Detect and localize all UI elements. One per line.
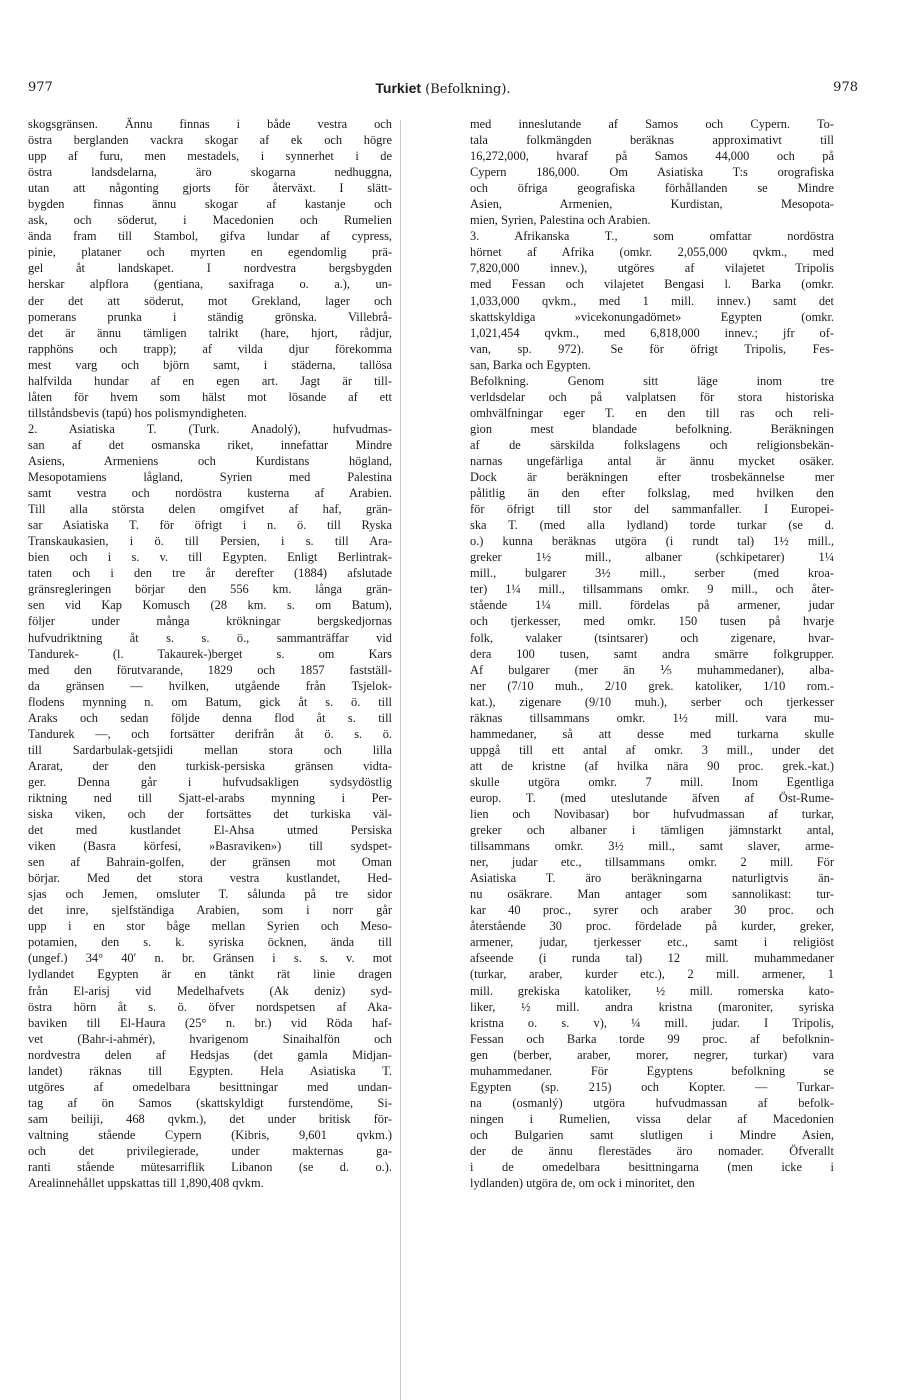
text-line: Mesopotamiens lågland, Syrien med Palestina xyxy=(28,470,392,485)
text-line: san, Barka och Egypten. xyxy=(470,357,591,372)
text-line: med inneslutande af Samos och Cypern. To- xyxy=(470,117,834,131)
text-line: ner, judar etc., tillsammans omkr. 2 mill. För xyxy=(470,855,834,870)
text-line: lydlanden) utgöra de, om ock i minoritet, den xyxy=(470,1176,695,1191)
text-line: afseende (i runda tal) 12 mill. muhammedaner xyxy=(470,951,834,966)
text-line: potamien, den s. k. syriska öcknen, ända till xyxy=(28,935,392,950)
text-line: Af bulgarer (mer än ⅕ muhammedaner), alba- xyxy=(470,662,834,677)
text-line: lien och Novibasar) bor hufvudmassan af turkar, xyxy=(470,807,834,822)
text-line: tag af ön Samos (skattskyldigt furstendöme, Si- xyxy=(28,1095,392,1110)
text-line: kat.), zigenare (9/10 muh.), serber och tjerkesser xyxy=(470,694,834,709)
text-line: der det att söderut, mot Grekland, lager och xyxy=(28,293,392,308)
text-line: (ungef.) 34° 40′ n. br. Gränsen i s. s. v. mot xyxy=(28,951,392,966)
text-line: europ. T. (med uteslutande äfven af Öst-Rume- xyxy=(470,790,834,805)
text-line: baviken till El-Haura (25° n. br.) vid Röda haf- xyxy=(28,1015,392,1030)
text-line: utgöres af omedelbara besittningar med undan- xyxy=(28,1079,392,1094)
text-line: 16,272,000, hvaraf på Samos 44,000 och på xyxy=(470,149,834,164)
text-line: hammedaner, så att desse med turkarna skulle xyxy=(470,726,834,741)
text-line: folk, valaker (tsintsarer) och zigenare, hvar- xyxy=(470,630,834,645)
text-line: taten och i den tre år derefter (1884) afslutade xyxy=(28,566,392,581)
text-line: Dock är beräkningen efter trosbekännelse mer xyxy=(470,470,834,485)
text-line: hörnet af Afrika (omkr. 2,055,000 qvkm., med xyxy=(470,245,834,260)
text-line: pomerans prunka i ständig grönska. Villebrå- xyxy=(28,309,392,324)
text-line: vet (Bahr-i-ahmér), hvarigenom Sinaihalfön och xyxy=(28,1031,392,1046)
text-line: tillståndsbevis (tapú) hos polismyndigheten. xyxy=(28,405,247,420)
text-line: östra landsdelarna, äro skogarna nedhuggna, xyxy=(28,165,392,180)
text-line: Asiens, Armeniens och Kurdistans högland, xyxy=(28,453,392,468)
text-line: mill. grekiska katoliker, ½ mill. romerska kato- xyxy=(470,983,834,998)
text-line: ger. Denna går i hufvudsakligen sydsydöstlig xyxy=(28,774,392,789)
text-line: Tandurek- (l. Takaurek-)berget s. om Kars xyxy=(28,646,392,661)
text-line: med Fessan och vilajetet Bengasi l. Barka (omkr. xyxy=(470,277,834,292)
text-line: hufvudriktning åt s. s. ö., sammanträffar vid xyxy=(28,630,392,645)
text-line: kar 40 proc., syrer och araber 30 proc. och xyxy=(470,903,834,918)
text-line: stående 1¼ mill. fördelas på armener, judar xyxy=(470,598,834,613)
text-line: 7,820,000 innev.), utgöres af vilajetet Tripolis xyxy=(470,261,834,276)
text-line: mien, Syrien, Palestina och Arabien. xyxy=(470,213,651,228)
text-line: och Bulgarien samt slutligen i Mindre Asien, xyxy=(470,1127,834,1142)
text-line: ter) 1¼ mill., tillsammans omkr. 9 mill., och åter- xyxy=(470,582,834,597)
text-line: gränsregleringen börjar den 556 km. långa grän- xyxy=(28,582,392,597)
text-line: bygden finnas ännu skogar af kastanje och xyxy=(28,197,392,212)
text-line: Cypern 186,000. Om Asiatiska T:s orografiska xyxy=(470,165,834,180)
column-divider xyxy=(400,120,401,1400)
text-line: pålitlig än den efter folkslag, med hvilken den xyxy=(470,486,834,501)
text-line: för öfrigt till stor del sammanfaller. I Europei- xyxy=(470,502,834,517)
text-line: skattskyldiga »vicekonungadömet» Egypten (omkr. xyxy=(470,309,834,324)
text-line: 2. Asiatiska T. (Turk. Anadolý), hufvudmas- xyxy=(28,421,392,436)
text-line: upp af furu, men mestadels, i synnerhet i de xyxy=(28,149,392,164)
text-line: ranti stående mütesarriflik Libanon (se d. o.). xyxy=(28,1160,392,1175)
text-line: 1,033,000 qvkm., med 1 mill. innev.) samt det xyxy=(470,293,834,308)
text-line: och det privilegierade, under makternas ga- xyxy=(28,1144,392,1158)
text-line: tala folkmängden beräknas approximativt till xyxy=(470,133,834,148)
text-line: ner (7/10 muh., 2/10 grek. katoliker, 1/10 rom.- xyxy=(470,678,834,693)
text-line: muhammedaner. För Egyptens befolkning se xyxy=(470,1063,834,1078)
text-line: Egypten (sp. 215) och Kopter. — Turkar- xyxy=(470,1079,834,1094)
text-line: da gränsen — hvilken, utgående från Tsjelok- xyxy=(28,678,392,693)
text-line: sjas och Jemen, omsluter T. sålunda på tre sidor xyxy=(28,887,392,902)
text-line: det är ännu tämligen talrikt (hare, hjort, rådjur, xyxy=(28,325,392,340)
text-line: herskar alpflora (gentiana, saxifraga o. a.), un- xyxy=(28,277,392,292)
text-line: kristna o. s. v), ¼ mill. judar. I Tripolis, xyxy=(470,1015,834,1030)
text-line: mill., bulgarer 3½ mill., serber (med kroa- xyxy=(470,566,834,581)
text-line: östra berglanden vackra skogar af ek och högre xyxy=(28,133,392,148)
text-line: upp i en stor båge mellan Syrien och Meso- xyxy=(28,919,392,934)
text-line: na (osmanlý) utgöra hufvudmassan af befolk- xyxy=(470,1095,834,1110)
text-line: ningen i Rumelien, vissa delar af Macedonien xyxy=(470,1111,834,1126)
text-line: sen af Bahrain-golfen, der gränsen mot Oman xyxy=(28,855,392,870)
running-title xyxy=(28,80,858,97)
text-line: Befolkning. Genom sitt läge inom tre xyxy=(470,373,834,388)
text-line: o.) kunna beräknas utgöra (i rundt tal) 1½ mill., xyxy=(470,534,834,549)
text-line: lydlandet Egypten är en tänkt rät linie dragen xyxy=(28,967,392,982)
text-line: skulle utgöra omkr. 7 mill. Inom Egentliga xyxy=(470,774,834,789)
page-header xyxy=(28,80,858,102)
text-line: följer under många krökningar bergskedjornas xyxy=(28,614,392,629)
text-line: sam beiliji, 468 qvkm.), det under britisk för- xyxy=(28,1111,392,1126)
text-line: utan att någonting gjorts för återväxt. I slätt- xyxy=(28,181,392,196)
text-line: börjar. Med det stora vestra kustlandet, Hed- xyxy=(28,871,392,886)
text-line: van, sp. 972). Se för öfrigt Tripolis, Fes- xyxy=(470,341,834,356)
right-page-number: 978 xyxy=(833,80,858,95)
text-line: greker och albaner i tämligen jämnstarkt antal, xyxy=(470,823,834,838)
text-line: och tjerkesser, med omkr. 150 tusen på hvarje xyxy=(470,614,834,629)
text-line: 1,021,454 qvkm., med 6,818,000 innev.; jfr of- xyxy=(470,325,834,340)
text-line: 3. Afrikanska T., som omfattar nordöstra xyxy=(470,229,834,244)
left-text-column xyxy=(28,116,392,1191)
text-line: omhvälfningar eger T. en den till ras och reli- xyxy=(470,405,834,420)
text-line: verldsdelar och på valplatsen för stora historiska xyxy=(470,389,834,404)
text-line: skogsgränsen. Ännu finnas i både vestra och xyxy=(28,117,392,131)
text-line: tillsammans omkr. 3½ mill., samt slaver, arme- xyxy=(470,839,834,854)
text-line: riktning ned till Sjatt-el-arabs mynning i Per- xyxy=(28,790,392,805)
text-line: Araks och sedan följde denna flod åt s. till xyxy=(28,710,392,725)
text-line: greker 1½ mill., albaner (schkipetarer) 1¼ xyxy=(470,550,834,565)
text-line: viken (Basra körfesi, »Basraviken») till sydspet- xyxy=(28,839,392,854)
text-line: ska T. (med alla lydland) torde turkar (se d. xyxy=(470,518,834,533)
text-line: narnas ungefärliga antal är ännu mycket osäker. xyxy=(470,453,834,468)
text-line: rapphöns och trapp); af vilda djur förekomma xyxy=(28,341,392,356)
text-line: armener, judar, tjerkesser etc., samt i religiöst xyxy=(470,935,834,950)
text-line: halfvilda hundar af en egen art. Jagt är till- xyxy=(28,373,392,388)
text-line: Transkaukasien, i ö. till Persien, i s. till Ara- xyxy=(28,534,392,549)
text-line: till Sardarbulak-getsjidi mellan stora och lilla xyxy=(28,742,392,757)
text-line: låten för hvem som hälst mot lösande af ett xyxy=(28,389,392,404)
text-line: uppgå till ett antal af omkr. 3 mill., under det xyxy=(470,742,834,757)
text-line: återstående 30 proc. fördelade på kurder, greker, xyxy=(470,919,834,934)
text-line: ask, och söderut, i Macedonien och Rumelien xyxy=(28,213,392,228)
text-line: (turkar, araber, kurder etc.), 2 mill. armener, 1 xyxy=(470,967,834,982)
text-line: Fessan och Barka torde 99 proc. af befolknin- xyxy=(470,1031,834,1046)
text-line: det inre, sjelfständiga Arabien, som i norr går xyxy=(28,903,392,918)
text-line: gion mest blandade befolkning. Beräkningen xyxy=(470,421,834,436)
text-line: Till alla största delen omgifvet af haf, grän- xyxy=(28,502,392,517)
text-line: bien och i s. v. till Egypten. Enligt Berlintrak- xyxy=(28,550,392,565)
text-line: nu osäkrare. Man antager som sannolikast: tur- xyxy=(470,887,834,902)
text-line: räknas tillsammans omkr. 1½ mill. vara mu- xyxy=(470,710,834,725)
text-line: sen vid Kap Komusch (28 km. s. om Batum), xyxy=(28,598,392,613)
text-line: Tandurek —, och fortsätter derifrån åt ö. s. ö. xyxy=(28,726,392,741)
text-line: gen (berber, araber, morer, negrer, turkar) vara xyxy=(470,1047,834,1062)
text-line: flodens mynning n. om Batum, gick åt s. ö. till xyxy=(28,694,392,709)
text-line: dera 100 tusen, samt andra smärre folkgrupper. xyxy=(470,646,834,661)
text-line: att de kristne (af hvilka nära 90 proc. grek.-kat.) xyxy=(470,758,834,773)
text-line: Ararat, der den turkisk-persiska gränsen vidta- xyxy=(28,758,392,773)
text-line: nordvestra delen af Hedsjas (det gamla Midjan- xyxy=(28,1047,392,1062)
text-line: och öfriga geografiska förhållanden se Mindre xyxy=(470,181,834,196)
text-line: samt vestra och nordöstra kusterna af Arabien. xyxy=(28,486,392,501)
text-line: liker, ½ mill. andra kristna (maroniter, syriska xyxy=(470,999,834,1014)
text-line: pinie, plataner och myrten en egendomlig prä- xyxy=(28,245,392,260)
left-page-number: 977 xyxy=(28,80,53,95)
text-line: Asien, Armenien, Kurdistan, Mesopota- xyxy=(470,197,834,212)
text-line: Arealinnehållet uppskattas till 1,890,408 qvkm. xyxy=(28,1176,264,1191)
text-line: af de särskilda folkslagens och religionsbekän- xyxy=(470,437,834,452)
running-title-keyword: Turkiet xyxy=(375,80,422,96)
text-line: det med kustlandet El-Ahsa utmed Persiska xyxy=(28,823,392,838)
text-line: valtning stående Cypern (Kibris, 9,601 qvkm.) xyxy=(28,1127,392,1142)
text-line: landet) räknas till Egypten. Hela Asiatiska T. xyxy=(28,1063,392,1078)
text-line: från El-arisj vid Medelhafvets (Ak deniz) syd- xyxy=(28,983,392,998)
text-line: Asiatiska T. äro beräkningarna naturligtvis än- xyxy=(470,871,834,886)
text-line: der de ännu flerestädes äro nomader. Öfverallt xyxy=(470,1144,834,1158)
text-line: östra hörn åt s. ö. öfver nordspetsen af Aka- xyxy=(28,999,392,1014)
text-line: gel åt landskapet. I nordvestra bergsbygden xyxy=(28,261,392,276)
running-title-subtitle: (Befolkning). xyxy=(421,82,511,97)
text-line: ända fram till Stambol, gifva lundar af cypress, xyxy=(28,229,392,244)
right-text-column xyxy=(470,116,834,1191)
text-line: san af det osmanska riket, innefattar Mindre xyxy=(28,437,392,452)
text-line: siska viken, och der fortsättes det turkiska väl- xyxy=(28,807,392,822)
text-line: sar Asiatiska T. för öfrigt i n. ö. till Ryska xyxy=(28,518,392,533)
text-line: mest varg och björn samt, i städerna, tallösa xyxy=(28,357,392,372)
text-line: i de omedelbara besittningarna (men icke i xyxy=(470,1160,834,1175)
text-line: med den förutvarande, 1829 och 1857 fastställ- xyxy=(28,662,392,677)
